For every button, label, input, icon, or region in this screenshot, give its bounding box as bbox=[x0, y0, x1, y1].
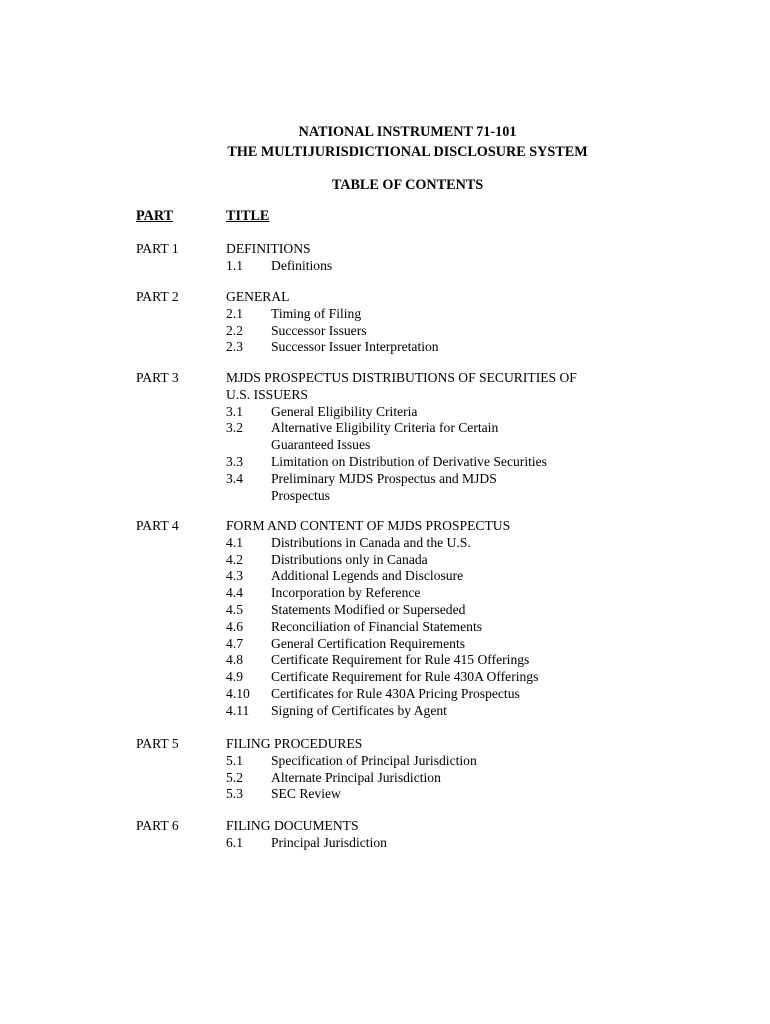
entry-number: 3.3 bbox=[226, 453, 243, 469]
entry-number: 4.9 bbox=[226, 669, 243, 685]
entry-title: Successor Issuer Interpretation bbox=[271, 339, 439, 355]
entry-number: 1.1 bbox=[226, 257, 243, 273]
entry-title: Timing of Filing bbox=[271, 305, 362, 321]
entry-number: 6.1 bbox=[226, 834, 243, 850]
entry-title: Specification of Principal Jurisdiction bbox=[271, 752, 477, 768]
part-label: PART 3 bbox=[136, 370, 179, 385]
part-label: PART 5 bbox=[136, 736, 179, 751]
part-body bbox=[226, 289, 586, 356]
entry-number: 3.2 bbox=[226, 420, 243, 436]
entry-number: 4.8 bbox=[226, 652, 243, 668]
toc-entry bbox=[226, 454, 586, 471]
part-heading: GENERAL bbox=[226, 289, 290, 304]
part-heading: FORM AND CONTENT OF MJDS PROSPECTUS bbox=[226, 518, 511, 533]
part-body bbox=[226, 518, 586, 720]
entry-number: 4.11 bbox=[226, 702, 250, 718]
entry-title: Principal Jurisdiction bbox=[271, 834, 387, 850]
toc-entry bbox=[226, 471, 586, 505]
entry-number: 2.3 bbox=[226, 339, 243, 355]
toc-entry bbox=[226, 686, 586, 703]
entry-title: Distributions only in Canada bbox=[271, 551, 428, 567]
entry-number: 4.7 bbox=[226, 635, 243, 651]
entry-number: 5.3 bbox=[226, 786, 243, 802]
toc-entry bbox=[226, 703, 586, 720]
entry-title: Certificates for Rule 430A Pricing Prospectus bbox=[271, 685, 520, 701]
entry-title: Successor Issuers bbox=[271, 322, 367, 338]
part-body bbox=[226, 736, 586, 803]
entry-number: 3.1 bbox=[226, 403, 243, 419]
column-header-title: TITLE bbox=[226, 208, 270, 224]
entry-number: 4.10 bbox=[226, 685, 250, 701]
part-label: PART 4 bbox=[136, 518, 179, 533]
part-heading: MJDS PROSPECTUS DISTRIBUTIONS OF SECURITIES OF U.S. ISSUERS bbox=[226, 370, 577, 402]
toc-entry bbox=[226, 323, 586, 340]
entry-title: Alternative Eligibility Criteria for Certain Guaranteed Issues bbox=[271, 420, 499, 453]
entry-title: Reconciliation of Financial Statements bbox=[271, 618, 483, 634]
toc-entry bbox=[226, 786, 586, 803]
document-title: NATIONAL INSTRUMENT 71-101 bbox=[298, 124, 517, 140]
toc-entry bbox=[226, 339, 586, 356]
toc-entry bbox=[226, 753, 586, 770]
entry-title: General Eligibility Criteria bbox=[271, 403, 418, 419]
toc-entry bbox=[226, 770, 586, 787]
part-label: PART 6 bbox=[136, 818, 179, 833]
toc-heading: TABLE OF CONTENTS bbox=[331, 177, 484, 193]
entry-number: 4.2 bbox=[226, 551, 243, 567]
part-body bbox=[226, 241, 586, 275]
entry-title: Statements Modified or Superseded bbox=[271, 601, 466, 617]
entry-title: Definitions bbox=[271, 257, 333, 273]
entry-number: 5.1 bbox=[226, 752, 243, 768]
toc-entry bbox=[226, 652, 586, 669]
entry-number: 4.4 bbox=[226, 585, 243, 601]
entry-title: Signing of Certificates by Agent bbox=[271, 702, 447, 718]
part-body bbox=[226, 818, 586, 852]
toc-entry bbox=[226, 568, 586, 585]
toc-entry bbox=[226, 258, 586, 275]
toc-entry bbox=[226, 585, 586, 602]
entry-title: Certificate Requirement for Rule 430A Offerings bbox=[271, 669, 539, 685]
toc-entry bbox=[226, 404, 586, 421]
entry-title: Incorporation by Reference bbox=[271, 585, 421, 601]
part-label: PART 2 bbox=[136, 289, 179, 304]
toc-entry bbox=[226, 306, 586, 323]
part-heading: FILING DOCUMENTS bbox=[226, 818, 359, 833]
toc-entry bbox=[226, 619, 586, 636]
part-label: PART 1 bbox=[136, 241, 179, 256]
toc-entry bbox=[226, 636, 586, 653]
entry-number: 2.2 bbox=[226, 322, 243, 338]
toc-entry bbox=[226, 602, 586, 619]
toc-entry bbox=[226, 552, 586, 569]
entry-number: 4.6 bbox=[226, 618, 243, 634]
entry-number: 4.3 bbox=[226, 568, 243, 584]
entry-number: 4.1 bbox=[226, 534, 243, 550]
entry-title: Additional Legends and Disclosure bbox=[271, 568, 464, 584]
toc-entry bbox=[226, 835, 586, 852]
part-body bbox=[226, 370, 586, 504]
entry-title: Certificate Requirement for Rule 415 Offerings bbox=[271, 652, 530, 668]
entry-title: SEC Review bbox=[271, 786, 341, 802]
entry-title: Alternate Principal Jurisdiction bbox=[271, 769, 441, 785]
toc-entry bbox=[226, 420, 586, 454]
entry-number: 4.5 bbox=[226, 601, 243, 617]
entry-title: General Certification Requirements bbox=[271, 635, 466, 651]
entry-title: Distributions in Canada and the U.S. bbox=[271, 534, 471, 550]
entry-number: 5.2 bbox=[226, 769, 243, 785]
document-subtitle: THE MULTIJURISDICTIONAL DISCLOSURE SYSTEM bbox=[227, 144, 588, 160]
entry-title: Preliminary MJDS Prospectus and MJDS Prospectus bbox=[271, 470, 497, 503]
entry-number: 2.1 bbox=[226, 305, 243, 321]
entry-number: 3.4 bbox=[226, 470, 243, 486]
column-header-part: PART bbox=[136, 208, 174, 224]
entry-title: Limitation on Distribution of Derivative Securities bbox=[271, 453, 547, 469]
toc-entry bbox=[226, 535, 586, 552]
toc-entry bbox=[226, 669, 586, 686]
part-heading: DEFINITIONS bbox=[226, 241, 311, 256]
part-heading: FILING PROCEDURES bbox=[226, 736, 363, 751]
